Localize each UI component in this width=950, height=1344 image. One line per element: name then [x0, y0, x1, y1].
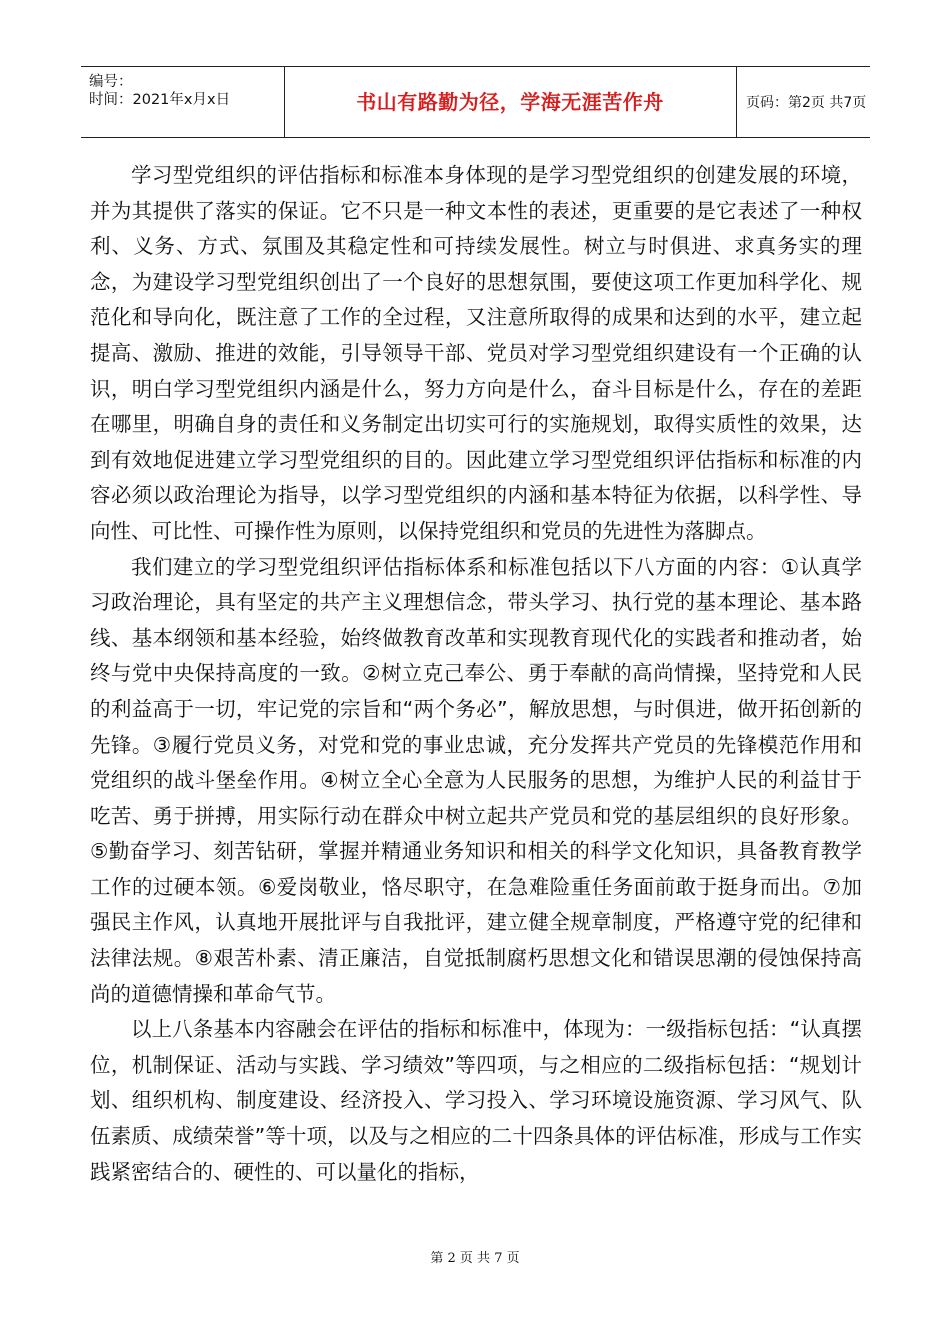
document-number-label: 编号： — [89, 74, 133, 90]
body-paragraph-2: 我们建立的学习型党组织评估指标体系和标准包括以下八方面的内容：①认真学习政治理论，具有坚定的共产主义理想信念，带头学习、执行党的基本理论、基本路线、基本纲领和基本经验，始终做教育改革和实现教育现代化的实践者和推动者，始终与党中央保持高度的一致。②树立克己奉公、勇于奉献的高尚情操，坚持党和人民的利益高于一切，牢记党的宗旨和“两个务必”，解放思想，与时俱进，做开拓创新的先锋。③履行党员义务，对党和党的事业忠诚，充分发挥共产党员的先锋模范作用和党组织的战斗堡垒作用。④树立全心全意为人民服务的思想，为维护人民的利益甘于吃苦、勇于拼搏，用实际行动在群众中树立起共产党员和党的基层组织的良好形象。⑤勤奋学习、刻苦钻研，掌握并精通业务知识和相关的科学文化知识，具备教育教学工作的过硬本领。⑥爱岗敬业，恪尽职守，在急难险重任务面前敢于挺身而出。⑦加强民主作风，认真地开展批评与自我批评，建立健全规章制度，严格遵守党的纪律和法律法规。⑧艰苦朴素、清正廉洁，自觉抵制腐朽思想文化和错误思潮的侵蚀保持高尚的道德情操和革命气节。 — [90, 554, 862, 1006]
header-motto: 书山有路勤为径，学海无涯苦作舟 — [356, 90, 664, 114]
header-page-code: 页码：第2页 共7页 — [746, 95, 867, 111]
body-paragraph-3: 以上八条基本内容融会在评估的指标和标准中，体现为：一级指标包括：“认真摆位，机制保证、活动与实践、学习绩效”等四项，与之相应的二级指标包括：“规划计划、组织机构、制度建设、经济投入、学习投入、学习环境设施资源、学习风气、队伍素质、成绩荣誉”等十项，以及与之相应的二十四条具体的评估标准，形成与工作实践紧密结合的、硬性的、可以量化的指标， — [90, 1017, 862, 1184]
document-date-label: 时间：2021年x月x日 — [89, 92, 231, 108]
page-footer: 第 2 页 共 7 页 — [430, 1251, 520, 1266]
header-left-cell — [81, 67, 285, 137]
header-middle-cell — [284, 67, 737, 137]
header-right-cell — [736, 67, 870, 137]
page-header — [81, 66, 870, 138]
document-body — [90, 158, 862, 1190]
body-paragraph-1: 学习型党组织的评估指标和标准本身体现的是学习型党组织的创建发展的环境，并为其提供了落实的保证。它不只是一种文本性的表述，更重要的是它表述了一种权利、义务、方式、氛围及其稳定性和可持续发展性。树立与时俱进、求真务实的理念，为建设学习型党组织创出了一个良好的思想氛围，要使这项工作更加科学化、规范化和导向化，既注意了工作的全过程，又注意所取得的成果和达到的水平，建立起提高、激励、推进的效能，引导领导干部、党员对学习型党组织建设有一个正确的认识，明白学习型党组织内涵是什么，努力方向是什么，奋斗目标是什么，存在的差距在哪里，明确自身的责任和义务制定出切实可行的实施规划，取得实质性的效果，达到有效地促进建立学习型党组织的目的。因此建立学习型党组织评估指标和标准的内容必须以政治理论为指导，以学习型党组织的内涵和基本特征为依据，以科学性、导向性、可比性、可操作性为原则，以保持党组织和党员的先进性为落脚点。 — [90, 163, 862, 543]
